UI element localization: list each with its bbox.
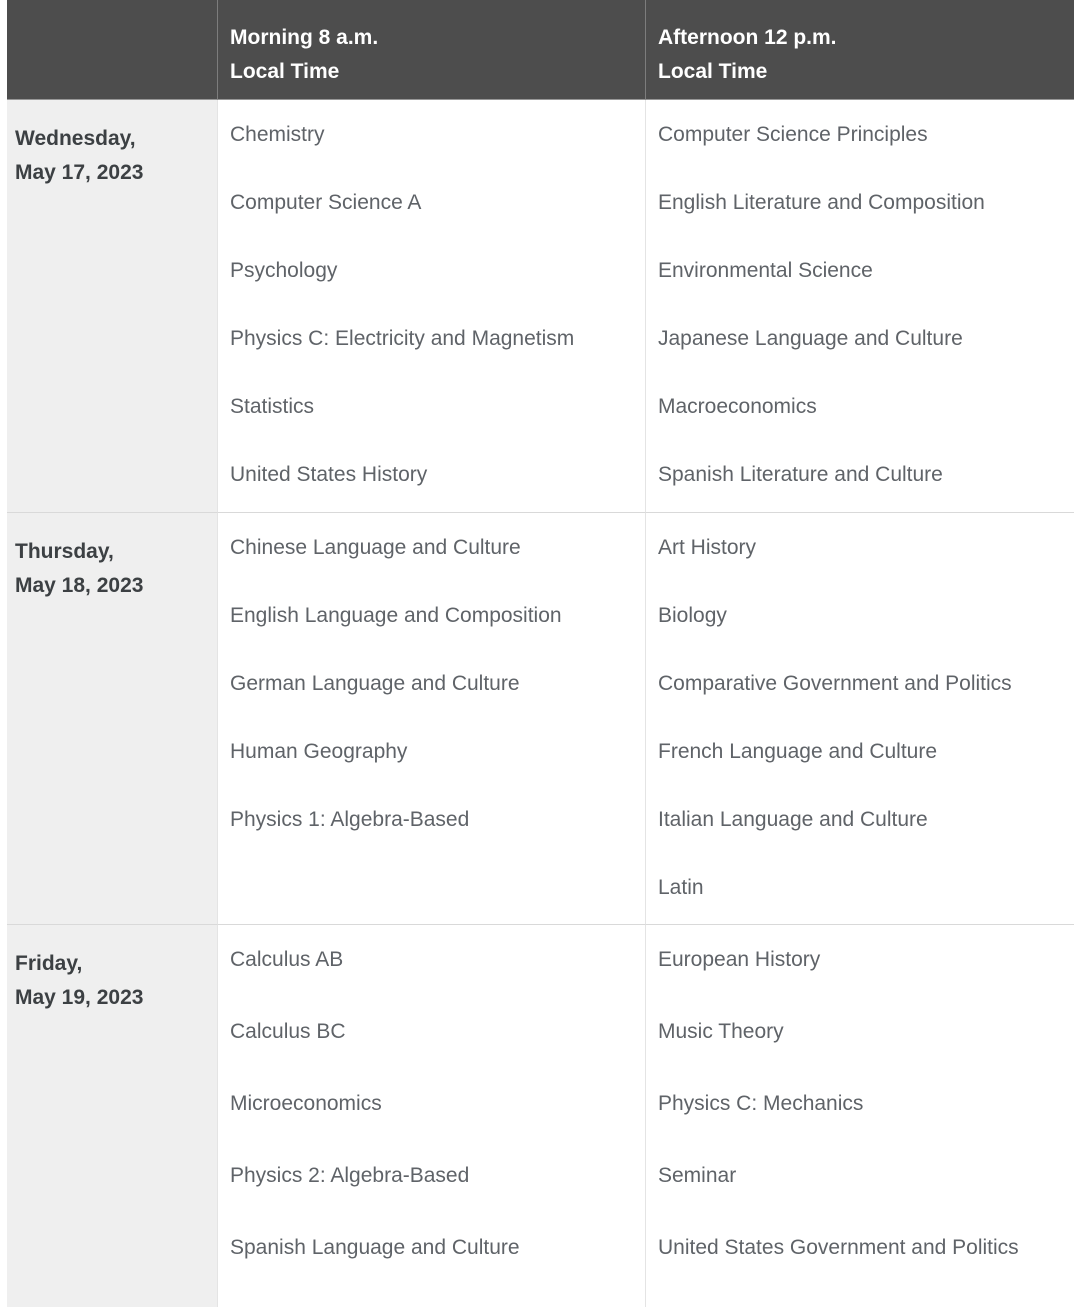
table-row-wednesday (7, 100, 1073, 512)
afternoon-exams-friday (645, 924, 1074, 1307)
exam-item: Psychology (230, 259, 338, 282)
day-cell-thursday (7, 512, 217, 943)
exam-item: Art History (658, 536, 757, 559)
exam-schedule-table (7, 0, 1074, 1307)
header-afternoon-line1: Afternoon 12 p.m. (658, 26, 837, 49)
exam-item: Human Geography (230, 740, 408, 763)
day-date: May 18, 2023 (15, 574, 144, 597)
exam-item: Spanish Literature and Culture (658, 463, 943, 486)
exam-item: Microeconomics (230, 1092, 382, 1115)
exam-item: Chemistry (230, 123, 325, 146)
exam-item: Biology (658, 604, 727, 627)
table-row-thursday (7, 512, 1073, 924)
day-name: Thursday, (15, 540, 114, 563)
exam-item: United States Government and Politics (658, 1236, 1019, 1259)
exam-item: English Literature and Composition (658, 191, 985, 214)
day-cell-wednesday (7, 100, 217, 530)
exam-item: Japanese Language and Culture (658, 327, 963, 350)
exam-item: United States History (230, 463, 428, 486)
exam-item: Italian Language and Culture (658, 808, 928, 831)
exam-item: Physics C: Electricity and Magnetism (230, 327, 575, 350)
exam-item: Comparative Government and Politics (658, 672, 1012, 695)
exam-item: Physics 1: Algebra-Based (230, 808, 470, 831)
header-afternoon-cell (645, 0, 1074, 100)
exam-item: Calculus AB (230, 948, 344, 971)
morning-exams-friday (217, 924, 645, 1307)
day-name: Wednesday, (15, 127, 136, 150)
day-name: Friday, (15, 952, 83, 975)
exam-item: Calculus BC (230, 1020, 346, 1043)
exam-item: European History (658, 948, 821, 971)
exam-item: English Language and Composition (230, 604, 562, 627)
exam-item: French Language and Culture (658, 740, 938, 763)
header-afternoon-line2: Local Time (658, 60, 768, 83)
exam-item: Music Theory (658, 1020, 784, 1043)
day-cell-friday (7, 924, 217, 1307)
table-header-row (7, 0, 1073, 100)
day-date: May 17, 2023 (15, 161, 144, 184)
exam-item: German Language and Culture (230, 672, 520, 695)
exam-item: Computer Science Principles (658, 123, 928, 146)
exam-item: Chinese Language and Culture (230, 536, 521, 559)
header-morning-line2: Local Time (230, 60, 340, 83)
afternoon-exams-thursday (645, 512, 1074, 943)
header-corner-cell (7, 0, 217, 100)
table-row-friday (7, 924, 1073, 1307)
exam-item: Environmental Science (658, 259, 873, 282)
header-morning-line1: Morning 8 a.m. (230, 26, 379, 49)
exam-item: Latin (658, 876, 704, 899)
afternoon-exams-wednesday (645, 100, 1074, 530)
exam-item: Statistics (230, 395, 315, 418)
exam-item: Physics C: Mechanics (658, 1092, 864, 1115)
header-morning-cell (217, 0, 645, 100)
exam-item: Computer Science A (230, 191, 422, 214)
exam-item: Macroeconomics (658, 395, 817, 418)
morning-exams-wednesday (217, 100, 645, 530)
morning-exams-thursday (217, 512, 645, 943)
exam-item: Spanish Language and Culture (230, 1236, 520, 1259)
exam-item: Physics 2: Algebra-Based (230, 1164, 470, 1187)
exam-item: Seminar (658, 1164, 737, 1187)
day-date: May 19, 2023 (15, 986, 144, 1009)
